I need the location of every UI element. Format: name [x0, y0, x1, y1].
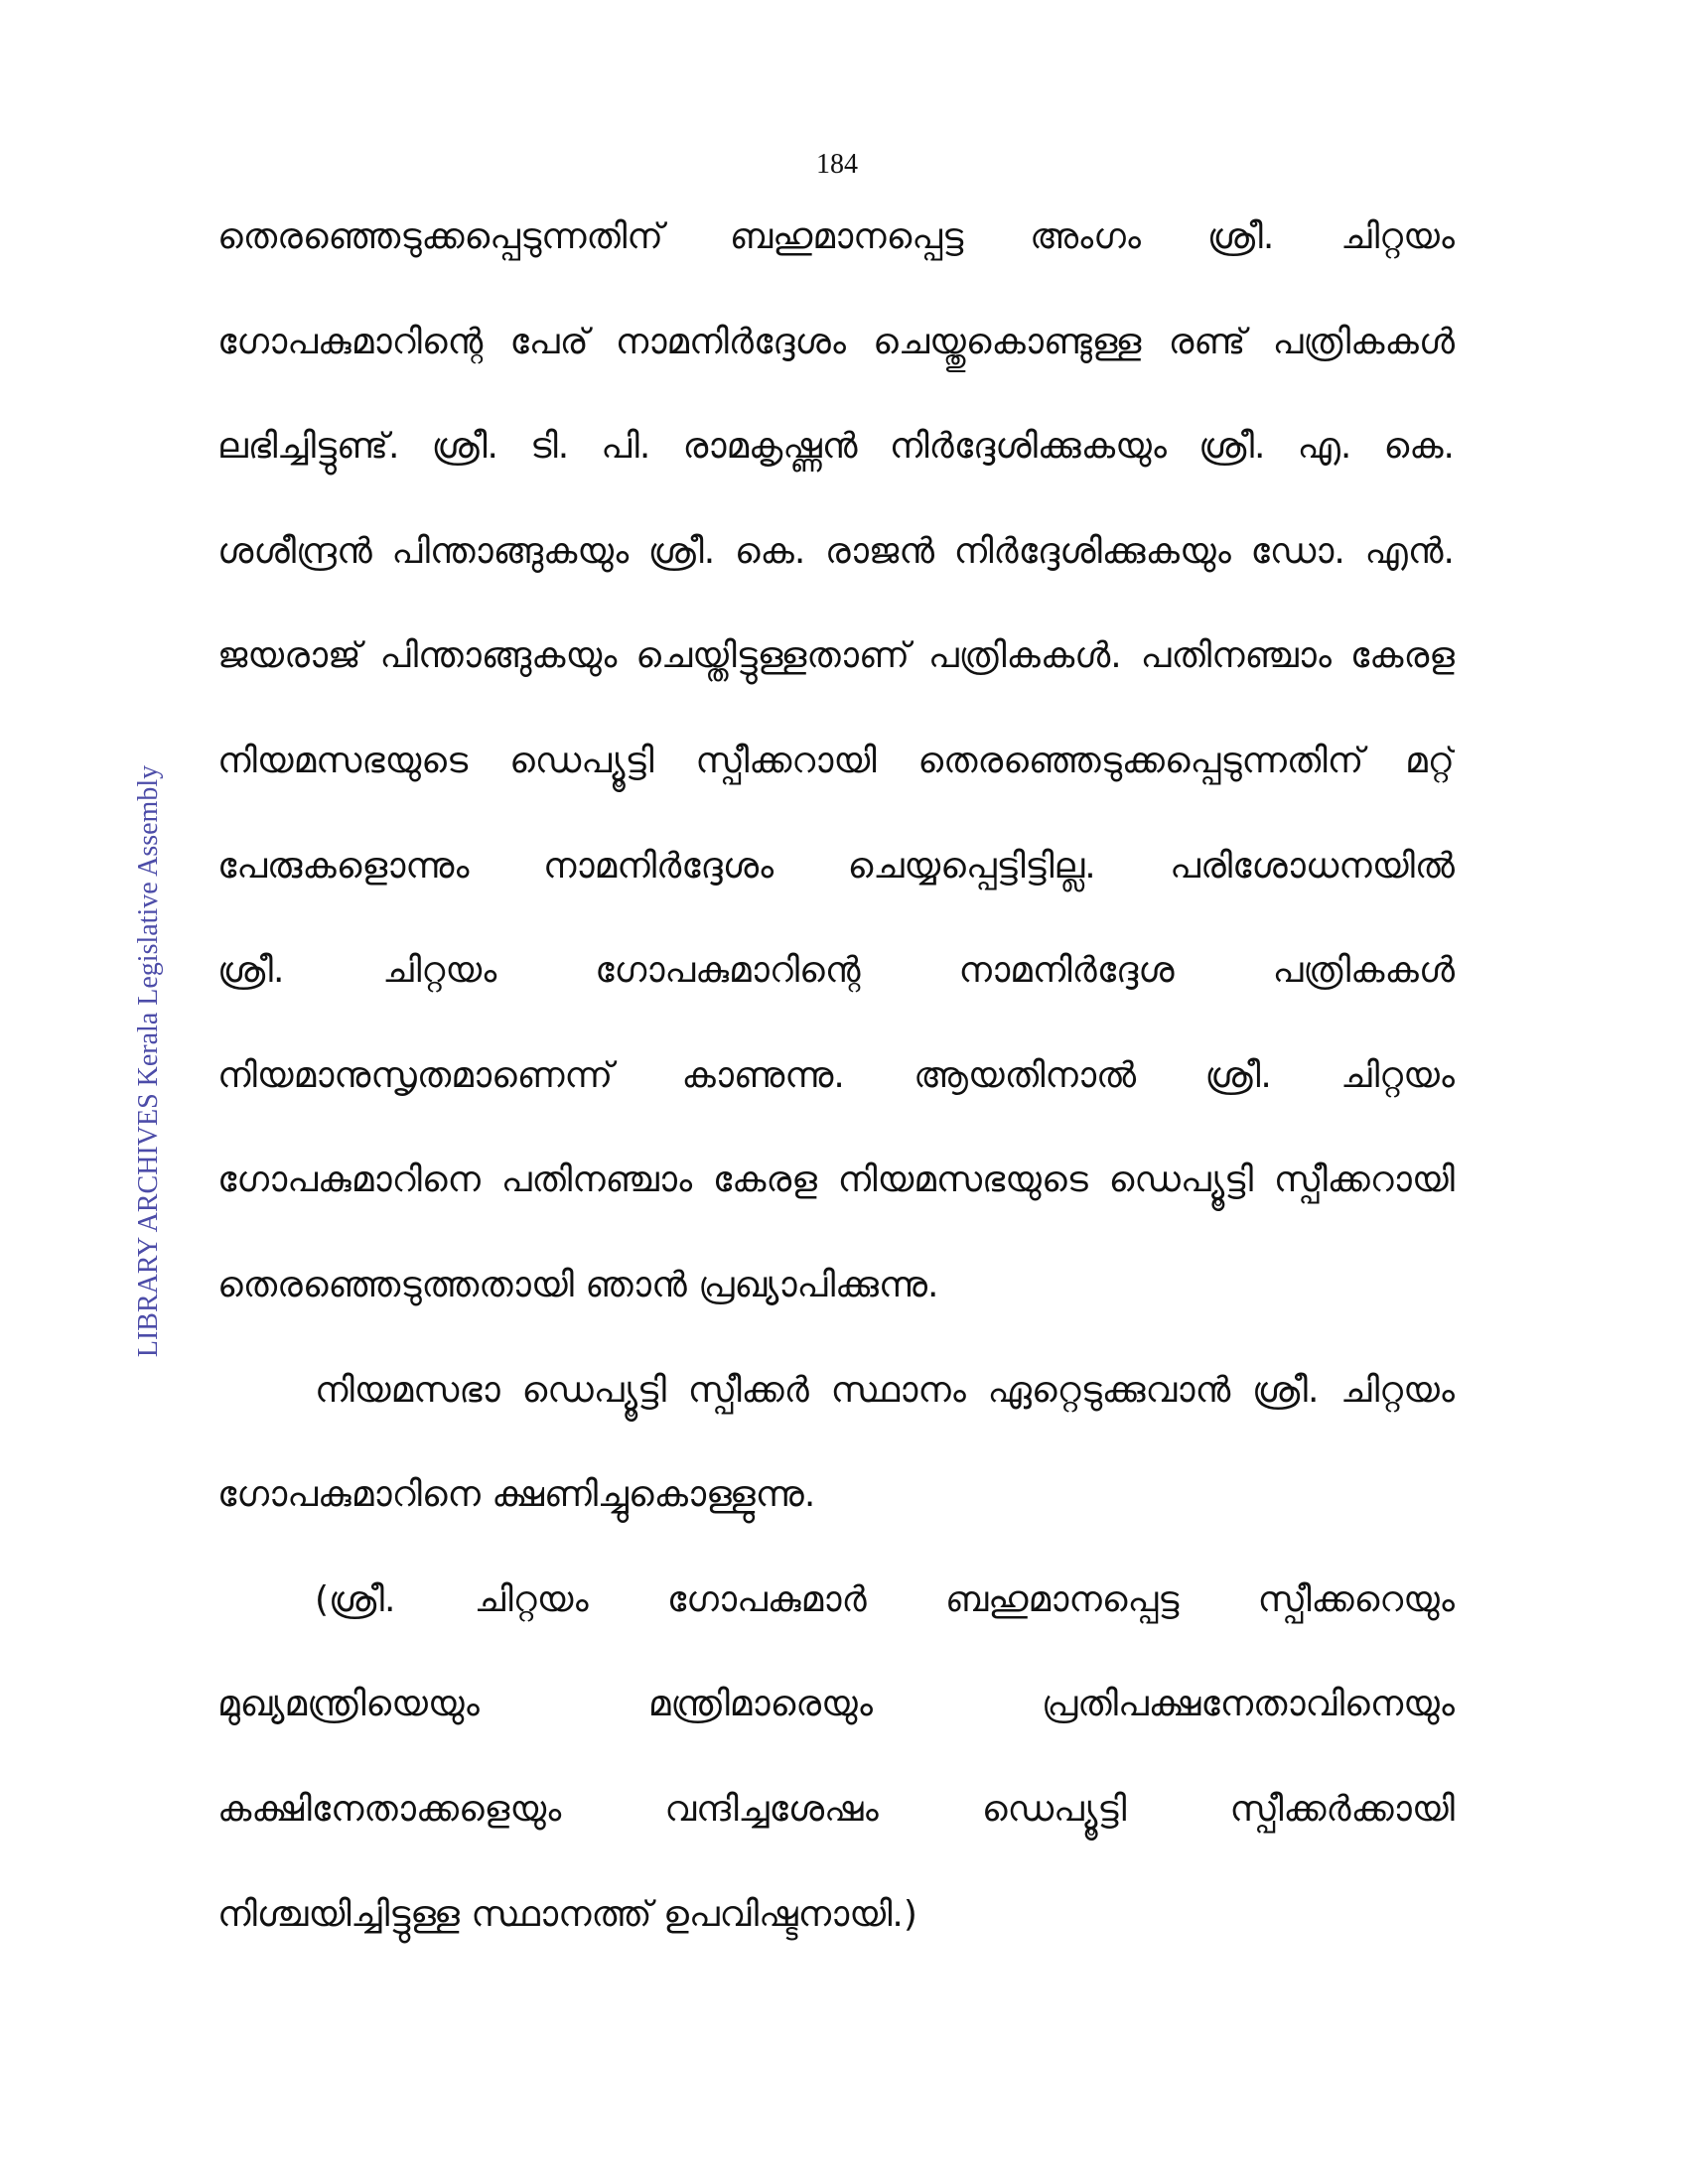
- text-line: ലഭിച്ചിട്ടുണ്ട്. ശ്രീ. ടി. പി. രാമകൃഷ്ണൻ നിർദ്ദേശിക്കുകയും ശ്രീ. എ. കെ.: [217, 426, 1455, 468]
- text-line: തെരഞ്ഞെടുക്കപ്പെടുന്നതിന് ബഹുമാനപ്പെട്ട അംഗം ശ്രീ. ചിറ്റയം: [217, 216, 1455, 257]
- text-line: നിശ്ചയിച്ചിട്ടുള്ള സ്ഥാനത്ത് ഉപവിഷ്ടനായി.): [217, 1893, 917, 1935]
- text-line: ഗോപകുമാറിനെ ക്ഷണിച്ചുകൊള്ളുന്നു.: [217, 1474, 816, 1516]
- page-number: 184: [816, 149, 858, 180]
- text-line: കക്ഷിനേതാക്കളെയും വന്ദിച്ചശേഷം ഡെപ്യൂട്ടി സ്പീക്കർക്കായി: [217, 1788, 1455, 1830]
- text-line: നിയമസഭയുടെ ഡെപ്യൂട്ടി സ്പീക്കറായി തെരഞ്ഞെടുക്കപ്പെടുന്നതിന് മറ്റ്: [217, 740, 1455, 781]
- text-line: മുഖ്യമന്ത്രിയെയും മന്ത്രിമാരെയും പ്രതിപക്ഷനേതാവിനെയും: [217, 1684, 1455, 1725]
- text-line: പേരുകളൊന്നും നാമനിർദ്ദേശം ചെയ്യപ്പെട്ടിട്ടില്ല. പരിശോധനയിൽ: [217, 845, 1455, 887]
- text-line: ശ്രീ. ചിറ്റയം ഗോപകുമാറിന്റെ നാമനിർദ്ദേശ പത്രികകൾ: [217, 950, 1455, 992]
- text-line: ഗോപകുമാറിനെ പതിനഞ്ചാം കേരള നിയമസഭയുടെ ഡെപ്യൂട്ടി സ്പീക്കറായി: [217, 1160, 1455, 1201]
- body-text: [217, 185, 1455, 1967]
- text-line: (ശ്രീ. ചിറ്റയം ഗോപകുമാർ ബഹുമാനപ്പെട്ട സ്പീക്കറെയും: [315, 1578, 1455, 1620]
- text-line: ശശീന്ദ്രൻ പിന്താങ്ങുകയും ശ്രീ. കെ. രാജൻ നിർദ്ദേശിക്കുകയും ഡോ. എൻ.: [217, 530, 1455, 572]
- text-line: നിയമസഭാ ഡെപ്യൂട്ടി സ്പീക്കർ സ്ഥാനം ഏറ്റെടുക്കുവാൻ ശ്രീ. ചിറ്റയം: [315, 1369, 1455, 1411]
- text-line: ഗോപകുമാറിന്റെ പേര് നാമനിർദ്ദേശം ചെയ്തുകൊണ്ടുള്ള രണ്ട് പത്രികകൾ: [217, 321, 1455, 362]
- text-line: തെരഞ്ഞെടുത്തതായി ഞാൻ പ്രഖ്യാപിക്കുന്നു.: [217, 1264, 939, 1305]
- text-line: ജയരാജ് പിന്താങ്ങുകയും ചെയ്തിട്ടുള്ളതാണ് പത്രികകൾ. പതിനഞ്ചാം കേരള: [217, 635, 1455, 677]
- archive-watermark: LIBRARY ARCHIVES Kerala Legislative Assembly: [133, 764, 164, 1358]
- text-line: നിയമാനുസൃതമാണെന്ന് കാണുന്നു. ആയതിനാൽ ശ്രീ. ചിറ്റയം: [217, 1054, 1455, 1096]
